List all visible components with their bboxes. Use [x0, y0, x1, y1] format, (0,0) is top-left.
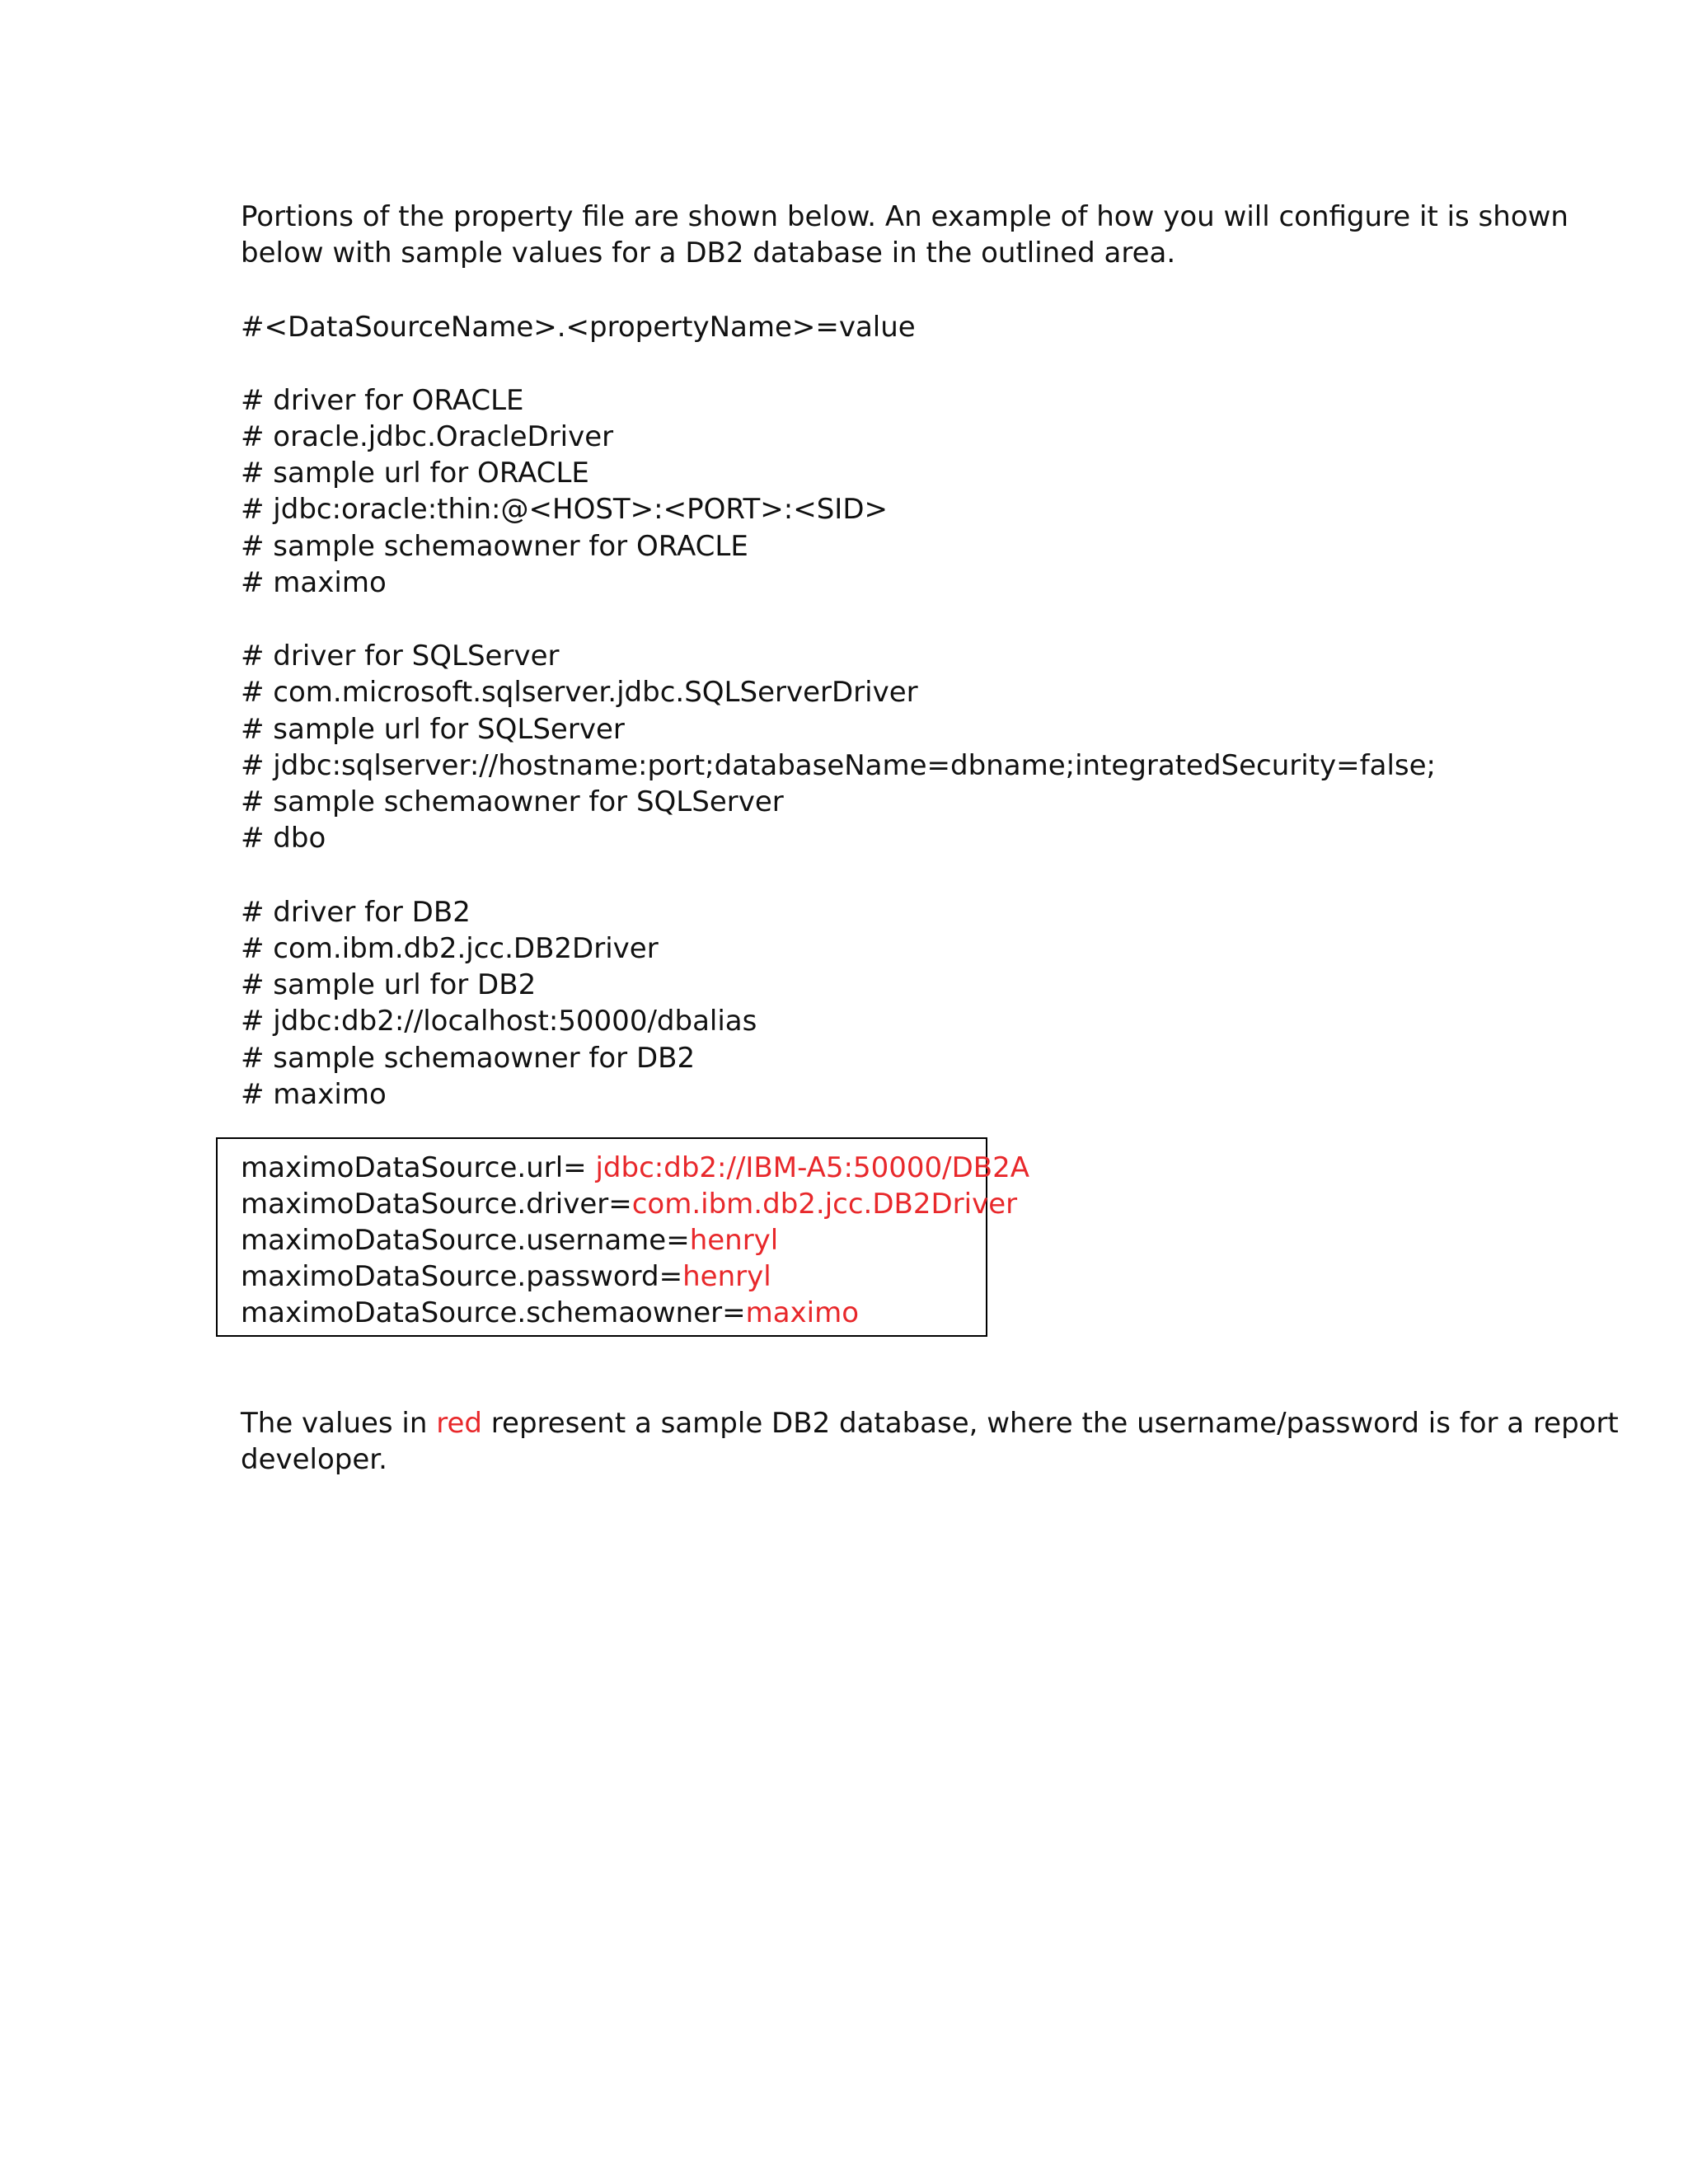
db2-comment-line: # sample url for DB2	[241, 968, 537, 1001]
footer-line-1	[241, 1405, 1619, 1441]
db2-comment-line: # driver for DB2	[241, 896, 471, 929]
footer-text: The values in	[241, 1407, 437, 1440]
config-line-username	[241, 1222, 778, 1258]
db2-comment-line: # maximo	[241, 1078, 387, 1111]
footer-red-word: red	[436, 1407, 482, 1440]
intro-line-1: Portions of the property file are shown below. An example of how you will configure it is shown	[241, 200, 1568, 233]
sqlserver-comment-line: # jdbc:sqlserver://hostname:port;databaseName=dbname;integratedSecurity=false;	[241, 749, 1436, 782]
sqlserver-comment-line: # dbo	[241, 822, 326, 855]
db2-comment-line: # sample schemaowner for DB2	[241, 1042, 696, 1075]
db2-comment-line: # jdbc:db2://localhost:50000/dbalias	[241, 1005, 757, 1038]
footer-line-2: developer.	[241, 1443, 387, 1476]
intro-line-2: below with sample values for a DB2 database in the outlined area.	[241, 237, 1176, 269]
footer-text: represent a sample DB2 database, where the username/password is for a report	[481, 1407, 1619, 1440]
oracle-comment-line: # sample schemaowner for ORACLE	[241, 530, 748, 563]
config-line-url	[241, 1150, 1029, 1186]
config-value: jdbc:db2://IBM-A5:50000/DB2A	[586, 1151, 1029, 1184]
config-key: maximoDataSource.url=	[241, 1151, 587, 1184]
config-key: maximoDataSource.username=	[241, 1224, 690, 1257]
sqlserver-comment-line: # sample url for SQLServer	[241, 713, 625, 746]
oracle-comment-line: # driver for ORACLE	[241, 384, 524, 417]
oracle-comment-line: # jdbc:oracle:thin:@<HOST>:<PORT>:<SID>	[241, 493, 889, 526]
config-value: maximo	[745, 1296, 860, 1329]
config-key: maximoDataSource.schemaowner=	[241, 1296, 746, 1329]
config-key: maximoDataSource.password=	[241, 1260, 683, 1293]
oracle-comment-line: # maximo	[241, 566, 387, 599]
db2-comment-line: # com.ibm.db2.jcc.DB2Driver	[241, 932, 659, 965]
config-value: com.ibm.db2.jcc.DB2Driver	[631, 1188, 1018, 1221]
config-line-driver	[241, 1186, 1017, 1222]
template-line: #<DataSourceName>.<propertyName>=value	[241, 311, 916, 344]
config-value: henryl	[682, 1260, 771, 1293]
oracle-comment-line: # oracle.jdbc.OracleDriver	[241, 420, 614, 453]
sqlserver-comment-line: # sample schemaowner for SQLServer	[241, 785, 784, 818]
sqlserver-comment-line: # com.microsoft.sqlserver.jdbc.SQLServerDriver	[241, 676, 918, 709]
config-key: maximoDataSource.driver=	[241, 1188, 632, 1221]
config-line-schemaowner	[241, 1295, 859, 1331]
sqlserver-comment-line: # driver for SQLServer	[241, 640, 560, 673]
oracle-comment-line: # sample url for ORACLE	[241, 457, 589, 490]
config-value: henryl	[689, 1224, 779, 1257]
config-line-password	[241, 1258, 771, 1295]
